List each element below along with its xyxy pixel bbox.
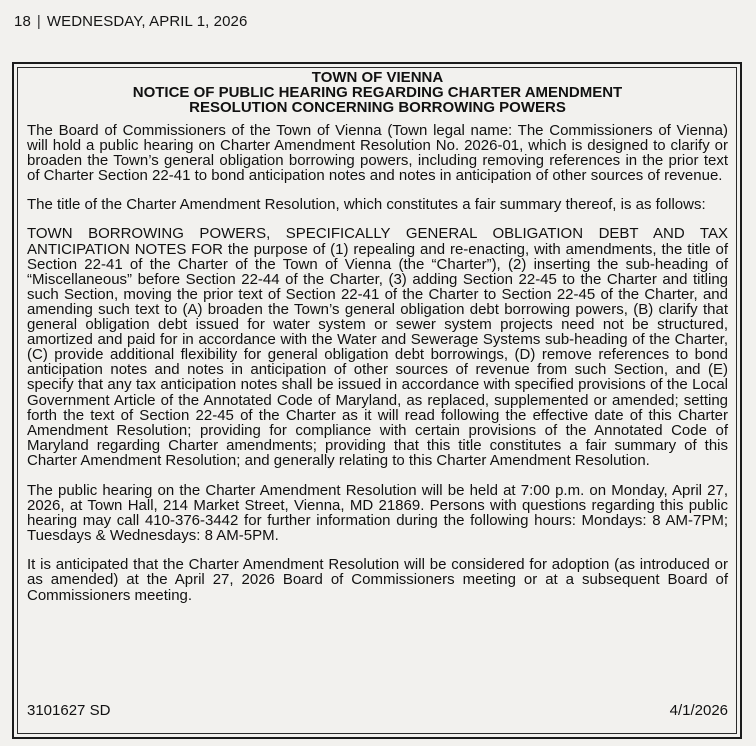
legal-notice-inner-border bbox=[17, 67, 737, 734]
notice-title-line-1: TOWN OF VIENNA bbox=[311, 69, 444, 86]
page-number: 18 bbox=[14, 12, 31, 30]
ad-number: 3101627 SD bbox=[27, 702, 111, 719]
notice-paragraph-intro: The Board of Commissioners of the Town of Vienna (Town legal name: The Commissioners of Vienna) will hold a public hearing on Charter Amendment Resolution No. 2026-01, which is designed to clarify or broaden the Town’s general obligation borrowing powers, including removing references in the prior text of Charter Section 22-41 to bond anticipation notes and notes in anticipation of other sources of revenue. bbox=[27, 122, 728, 185]
notice-paragraph-resolution-title: TOWN BORROWING POWERS, SPECIFICALLY GENERAL OBLIGATION DEBT AND TAX ANTICIPATION NOTES FOR the purpose of (1) repealing and re-enacting, with amendments, the title of Section 22-41 of the Charter of the Town of Vienna (the “Charter”), (2) inserting the sub-heading of “Miscellaneous” before Section 22-44 of the Charter, (3) adding Section 22-45 to the Charter and titling such Section, moving the prior text of Section 22-41 of the Charter to Section 22-45 of the Charter, and amending such text to (A) broaden the Town’s general obligation debt borrowing powers, (B) clarify that general obligation debt issued for water system or sewer system projects need not be structured, amortized and paid for in accordance with the Water and Sewerage Systems sub-heading of the Charter, (C) provide additional flexibility for general obligation debt borrowings, (D) remove references to bond anticipation notes and notes in anticipation of other sources of revenue from such Section, and (E) specify that any tax anticipation notes shall be issued in accordance with specified provisions of the Local Government Article of the Annotated Code of Maryland, as replaced, supplemented or amended; setting forth the text of Section 22-45 of the Charter as it will read following the effective date of this Charter Amendment Resolution; providing for compliance with certain provisions of the Annotated Code of Maryland regarding Charter amendments; providing that this title constitutes a fair summary of this Charter Amendment Resolution; and generally relating to this Charter Amendment Resolution. bbox=[27, 225, 728, 469]
publish-date: 4/1/2026 bbox=[669, 702, 728, 719]
notice-paragraph-hearing-details: The public hearing on the Charter Amendment Resolution will be held at 7:00 p.m. on Monday, April 27, 2026, at Town Hall, 214 Market Street, Vienna, MD 21869. Persons with questions regarding this public hearing may call 410-376-3442 for further information during the following hours: Mondays: 8 AM-7PM; Tuesdays & Wednesdays: 8 AM-5PM. bbox=[27, 481, 728, 545]
header-separator: | bbox=[36, 12, 41, 30]
notice-paragraph-adoption: It is anticipated that the Charter Amendment Resolution will be considered for adoption (as introduced or as amended) at the April 27, 2026 Board of Commissioners meeting or at a subsequent Board of Commissioners meeting. bbox=[27, 556, 728, 604]
notice-title bbox=[27, 70, 728, 115]
header-date: WEDNESDAY, APRIL 1, 2026 bbox=[46, 12, 248, 30]
notice-title-line-2: NOTICE OF PUBLIC HEARING REGARDING CHARTER AMENDMENT bbox=[132, 84, 623, 101]
notice-paragraph-title-intro: The title of the Charter Amendment Resolution, which constitutes a fair summary thereof, is as follows: bbox=[27, 196, 706, 214]
notice-title-line-3: RESOLUTION CONCERNING BORROWING POWERS bbox=[189, 99, 566, 116]
notice-footer bbox=[27, 703, 728, 719]
legal-notice-box bbox=[12, 62, 742, 739]
page-header bbox=[14, 9, 247, 33]
